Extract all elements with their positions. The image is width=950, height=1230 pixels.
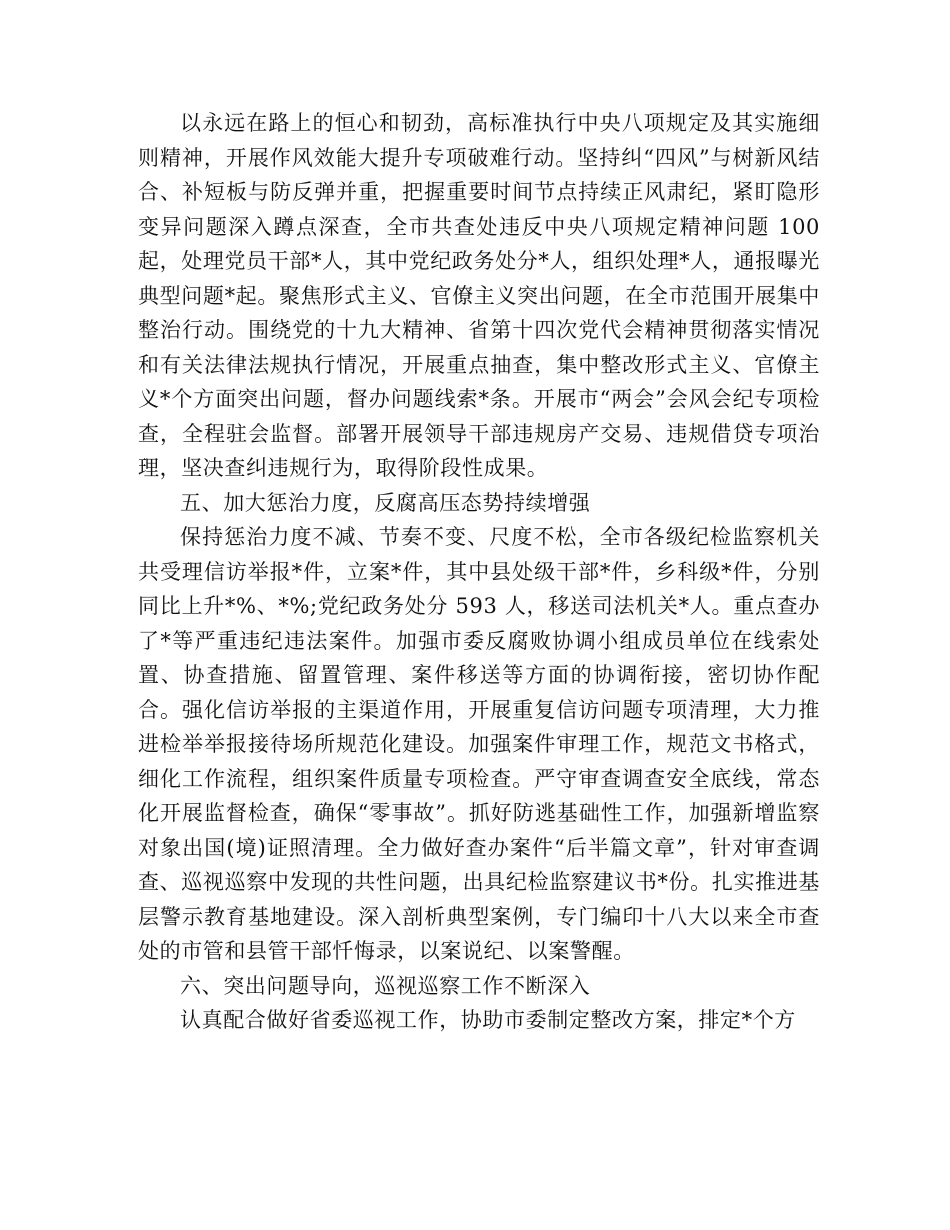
body-paragraph: 保持惩治力度不减、节奏不变、尺度不松，全市各级纪检监察机关共受理信访举报*件，立案*件，其中县处级干部*件，乡科级*件，分别同比上升*%、*%;党纪政务处分 593 人，移送司法机关*人。重点查办了*等严重违纪违法案件。加强市委反腐败协调小组成员单位在线索处置、协查措施、留置管理、案件移送等方面的协调衔接，密切协作配合。强化信访举报的主渠道作用，开展重复信访问题专项清理，大力推进检举举报接待场所规范化建设。加强案件审理工作，规范文书格式，细化工作流程，组织案件质量专项检查。严守审查调查安全底线，常态化开展监督检查，确保“零事故”。抓好防逃基础性工作，加强新增监察对象出国(境)证照清理。全力做好查办案件“后半篇文章”，针对审查调查、巡视巡察中发现的共性问题，出具纪检监察建议书*份。扎实推进基层警示教育基地建设。深入剖析典型案例，专门编印十八大以来全市查处的市管和县管干部忏悔录，以案说纪、以案警醒。 bbox=[138, 525, 820, 963]
body-paragraph: 认真配合做好省委巡视工作，协助市委制定整改方案，排定*个方 bbox=[180, 1008, 796, 1032]
body-paragraph: 以永远在路上的恒心和韧劲，高标准执行中央八项规定及其实施细则精神，开展作风效能大提升专项破难行动。坚持纠“四风”与树新风结合、补短板与防反弹并重，把握重要时间节点持续正风肃纪，紧盯隐形变异问题深入蹲点深查，全市共查处违反中央八项规定精神问题 100起，处理党员干部*人，其中党纪政务处分*人，组织处理*人，通报曝光典型问题*起。聚焦形式主义、官僚主义突出问题，在全市范围开展集中整治行动。围绕党的十九大精神、省第十四次党代会精神贯彻落实情况和有关法律法规执行情况，开展重点抽查，集中整改形式主义、官僚主义*个方面突出问题，督办问题线索*条。开展市“两会”会风会纪专项检查，全程驻会监督。部署开展领导干部违规房产交易、违规借贷专项治理，坚决查纠违规行为，取得阶段性成果。 bbox=[138, 111, 820, 480]
section-heading: 六、突出问题导向，巡视巡察工作不断深入 bbox=[180, 973, 591, 998]
section-heading: 五、加大惩治力度，反腐高压态势持续增强 bbox=[180, 490, 591, 515]
document-page bbox=[138, 106, 820, 1038]
